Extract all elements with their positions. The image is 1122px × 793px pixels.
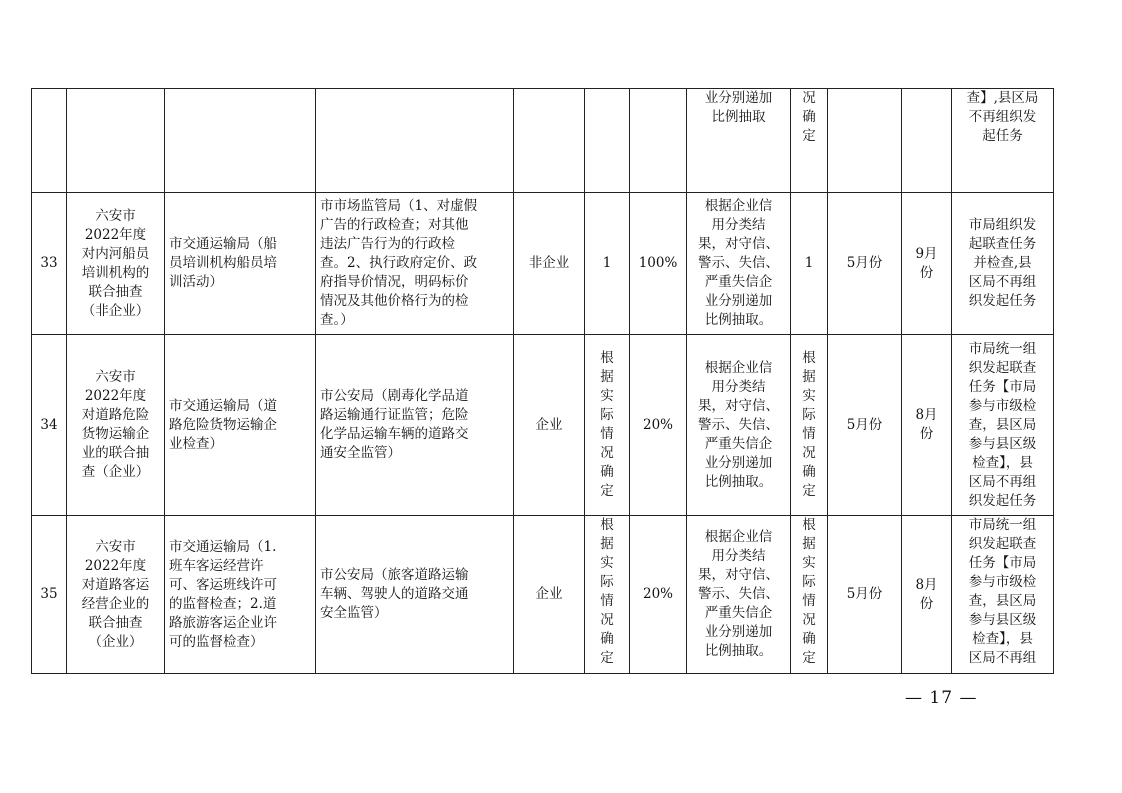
ratio-cell: 20% bbox=[630, 335, 687, 516]
table-row bbox=[32, 335, 1054, 516]
count-cell: 1 bbox=[585, 193, 630, 335]
method-cell: 根据企业信 用分类结 果，对守信、 警示、失信、 严重失信企 业分别递加 比例抽取。 bbox=[687, 516, 791, 674]
task-name-cell bbox=[67, 89, 165, 193]
remark-cell: 市局组织发 起联查任务 并检查,县 区局不再组 织发起任务 bbox=[952, 193, 1054, 335]
start-month-cell bbox=[828, 89, 902, 193]
end-month-cell bbox=[902, 89, 952, 193]
table-row bbox=[32, 89, 1054, 193]
partner-cell bbox=[316, 89, 514, 193]
count-cell: 根 据 实 际 情 况 确 定 bbox=[585, 516, 630, 674]
page-number: — 17 — bbox=[905, 688, 978, 708]
remark-cell: 市局统一组 织发起联查 任务【市局 参与市级检 查，县区局 参与县区级 检查】，县 区局不再组 织发起任务 bbox=[952, 335, 1054, 516]
start-month-cell: 5月份 bbox=[828, 335, 902, 516]
inspectors-cell: 1 bbox=[791, 193, 828, 335]
method-cell: 根据企业信 用分类结 果，对守信、 警示、失信、 严重失信企 业分别递加 比例抽取。 bbox=[687, 335, 791, 516]
task-name-cell: 六安市 2022年度 对内河船员 培训机构的 联合抽查 （非企业） bbox=[67, 193, 165, 335]
start-month-cell: 5月份 bbox=[828, 193, 902, 335]
object-type-cell: 企业 bbox=[514, 335, 585, 516]
end-month-cell: 8月 份 bbox=[902, 516, 952, 674]
ratio-cell: 100% bbox=[630, 193, 687, 335]
count-cell: 根 据 实 际 情 况 确 定 bbox=[585, 335, 630, 516]
table-row bbox=[32, 193, 1054, 335]
inspectors-cell: 根 据 实 际 情 况 确 定 bbox=[791, 516, 828, 674]
inspectors-cell: 况 确 定 bbox=[791, 89, 828, 193]
task-name-cell: 六安市 2022年度 对道路客运 经营企业的 联合抽查 （企业） bbox=[67, 516, 165, 674]
partner-cell: 市公安局（剧毒化学品道 路运输通行证监管；危险 化学品运输车辆的道路交 通安全监管） bbox=[316, 335, 514, 516]
object-type-cell: 企业 bbox=[514, 516, 585, 674]
partner-cell: 市公安局（旅客道路运输 车辆、驾驶人的道路交通 安全监管） bbox=[316, 516, 514, 674]
ratio-cell: 20% bbox=[630, 516, 687, 674]
method-cell: 业分别递加 比例抽取 bbox=[687, 89, 791, 193]
inspectors-cell: 根 据 实 际 情 况 确 定 bbox=[791, 335, 828, 516]
row-number-cell bbox=[32, 89, 67, 193]
initiator-cell: 市交通运输局（1. 班车客运经营许 可、客运班线许可 的监督检查；2.道 路旅游客运企业许 可的监督检查） bbox=[165, 516, 316, 674]
table-row bbox=[32, 516, 1054, 674]
inspection-table bbox=[31, 88, 1054, 674]
remark-cell: 查】,县区局 不再组织发 起任务 bbox=[952, 89, 1054, 193]
row-number-cell: 34 bbox=[32, 335, 67, 516]
task-name-cell: 六安市 2022年度 对道路危险 货物运输企 业的联合抽 查（企业） bbox=[67, 335, 165, 516]
remark-cell: 市局统一组 织发起联查 任务【市局 参与市级检 查，县区局 参与县区级 检查】，县 区局不再组 bbox=[952, 516, 1054, 674]
end-month-cell: 8月 份 bbox=[902, 335, 952, 516]
row-number-cell: 33 bbox=[32, 193, 67, 335]
start-month-cell: 5月份 bbox=[828, 516, 902, 674]
count-cell bbox=[585, 89, 630, 193]
initiator-cell: 市交通运输局（道 路危险货物运输企 业检查） bbox=[165, 335, 316, 516]
object-type-cell bbox=[514, 89, 585, 193]
method-cell: 根据企业信 用分类结 果，对守信、 警示、失信、 严重失信企 业分别递加 比例抽取。 bbox=[687, 193, 791, 335]
object-type-cell: 非企业 bbox=[514, 193, 585, 335]
end-month-cell: 9月 份 bbox=[902, 193, 952, 335]
initiator-cell bbox=[165, 89, 316, 193]
partner-cell: 市市场监管局（1、对虚假 广告的行政检查；对其他 违法广告行为的行政检 查。2、执行政府定价、政 府指导价情况，明码标价 情况及其他价格行为的检 查。） bbox=[316, 193, 514, 335]
row-number-cell: 35 bbox=[32, 516, 67, 674]
ratio-cell bbox=[630, 89, 687, 193]
initiator-cell: 市交通运输局（船 员培训机构船员培 训活动） bbox=[165, 193, 316, 335]
